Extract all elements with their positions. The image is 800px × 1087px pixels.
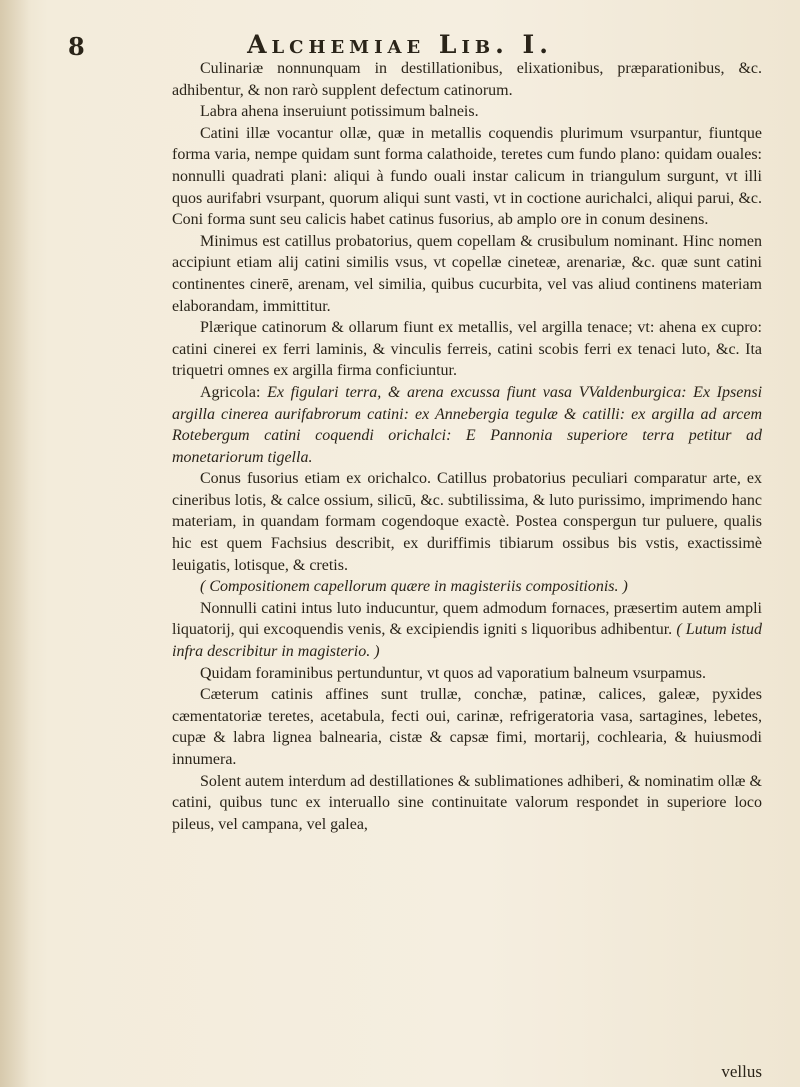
catchword: vellus xyxy=(721,1062,762,1081)
paragraph-9-text: Nonnulli catini intus luto inducuntur, quem admodum fornaces, præsertim autem ampli liquatorij, qui excoquendis venis, & excipiendis igniti s liquoribus adhibentur. xyxy=(172,599,762,639)
page-header xyxy=(40,30,760,60)
paragraph-12: Solent autem interdum ad destillationes & sublimationes adhiberi, & nominatim ollæ & catini, quibus tunc ex interuallo sine continuitate valorum respondet in superiore loco pileus, vel campana, vel galea, xyxy=(172,772,762,833)
paragraph-6 xyxy=(172,382,762,468)
agricola-citation: Agricola: xyxy=(200,383,261,401)
paragraph-8-note: ( Compositionem capellorum quære in magisteriis compositionis. ) xyxy=(200,578,628,596)
page-number: 8 xyxy=(68,32,85,61)
paragraph-1: Culinariæ nonnunquam in destillationibus, elixationibus, præparationibus, &c. adhibentur, & non rarò supplent defectum catinorum. xyxy=(172,60,762,99)
main-text xyxy=(172,58,762,835)
running-head: Alchemiae Lib. I. xyxy=(247,30,553,59)
paragraph-10: Quidam foraminibus pertunduntur, vt quos ad vaporatium balneum vsurpamus. xyxy=(200,664,706,682)
paragraph-9 xyxy=(172,598,762,663)
paragraph-5: Plærique catinorum & ollarum fiunt ex metallis, vel argilla tenace; vt: ahena ex cupro: catini cinerei ex ferri laminis, & vinculis ferreis, catini scobis ferri ex tenaci luto, &c. Ita triquetri omnes ex argilla firma conficiuntur. xyxy=(172,319,762,380)
paragraph-9-note: ( Lutum istud infra describitur in magisterio. ) xyxy=(172,621,762,661)
paragraph-7: Conus fusorius etiam ex orichalco. Catillus probatorius peculiari comparatur arte, ex cineribus lotis, & calce ossium, silicū, &c. subtilissima, & luto purissimo, imprimendo hanc materiam, in quandam formam cogendoque exactè. Postea conspergun tur puluere, qualis hic est quem Fachsius describit, ex duriffimis tibiarum ossibus bis vstis, exactissimè leuigatis, lotisque, & cretis. xyxy=(172,470,762,574)
paragraph-11: Cæterum catinis affines sunt trullæ, conchæ, patinæ, calices, galeæ, pyxides cæmentatoriæ teretes, acetabula, fecti oui, carinæ, refrigeratoria vasa, sartagines, lebetes, cupæ & labra lignea balnearia, cistæ & capsæ fimi, mortarij, cochlearia, & huiusmodi innumera. xyxy=(172,686,762,768)
paragraph-4: Minimus est catillus probatorius, quem copellam & crusibulum nominant. Hinc nomen accipiunt etiam alij catini similis vsus, vt copellæ cineteæ, arenariæ, &c. quæ sunt catini continentes cinerē, arenam, vel similia, quibus cucurbita, vel vas aliud continens materiam elaborandam, immittitur. xyxy=(172,232,762,315)
page-gutter-shadow xyxy=(0,0,30,1087)
agricola-quote: Ex figulari terra, & arena excussa fiunt vasa VValdenburgica: Ex Ipsensi argilla cinerea aurifabrorum catini: ex Annebergia tegulæ & catilli: ex argilla ad arcem Rotebergum catini coquendi orichalci: E Pannonia superiore terra petitur ad monetariorum tigella. xyxy=(172,383,763,466)
paragraph-2: Labra ahena inseruiunt potissimum balneis. xyxy=(200,103,479,121)
paragraph-3: Catini illæ vocantur ollæ, quæ in metallis coquendis plurimum vsurpantur, fiuntque forma varia, nempe quidam sunt forma calathoide, teretes cum fundo plano: quidam ouales: nonnulli quadrati plani: aliqui à fundo ouali instar calicum in triangulum surgunt, vt illi quos aurifabri vsurpant, quorum aliqui sunt vasti, vt in coctione aurichalci, aliqui parui, &c. Coni forma sunt seu calicis habet catinus fusorius, ab amplo ore in conum desinens. xyxy=(172,124,762,229)
